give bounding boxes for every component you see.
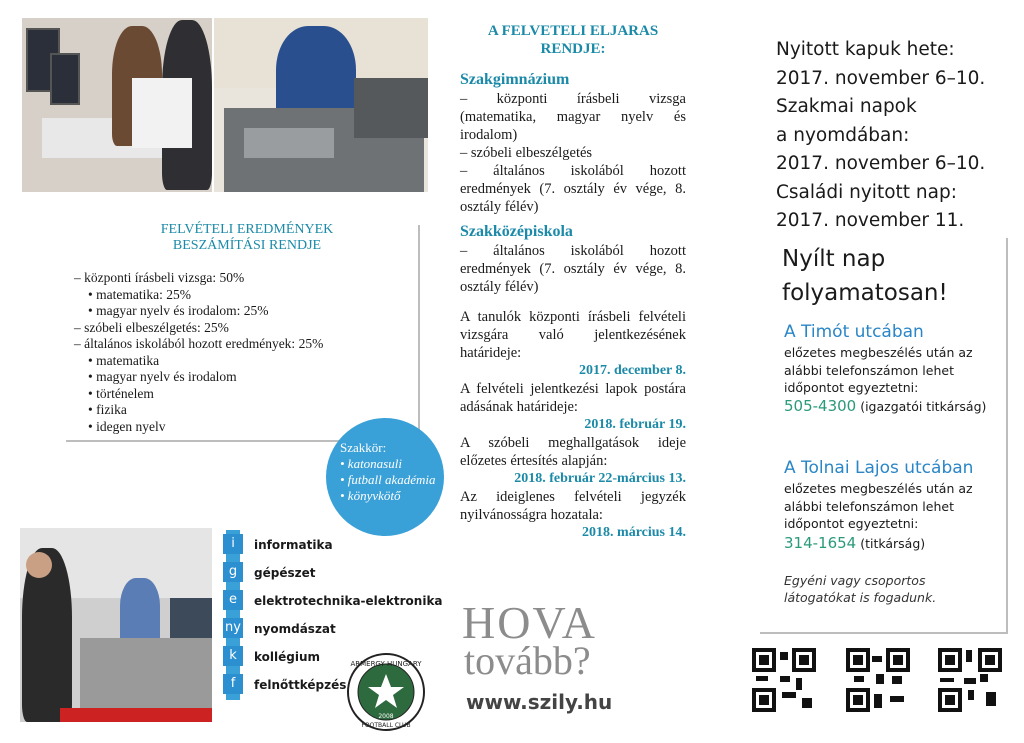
visitors-note: Egyéni vagy csoportos látogatókat is fogadunk. [784,573,937,605]
logo-top-text: ARMERGY HUNGARY [350,660,422,668]
deadline-date: 2018. február 19. [584,417,686,432]
list-item: • történelem [88,385,154,401]
list-item: – központi írásbeli vizsga: 50% [74,270,245,285]
list-item: – általános iskolából hozott eredmények: 25% [74,336,324,351]
gepeszet-icon: g [223,562,243,582]
program-item: felnőttképzés [254,678,347,692]
divider [760,632,1008,634]
results-list [74,270,323,435]
phone-number[interactable]: 505-4300 [784,396,857,415]
list-item: • magyar nyelv és irodalom [88,369,237,384]
location-text: előzetes megbeszélés után az alábbi telefonszámon lehet időpontot egyeztetni: [784,481,973,531]
divider [418,225,420,440]
program-item: gépészet [254,566,316,580]
procedure-title: A FELVETELI ELJARAS RENDJE: [487,23,659,57]
list-item: • idegen nyelv [88,418,166,434]
qr-code[interactable] [752,648,816,712]
divider [1006,238,1008,634]
deadline-date: 2018. február 22-március 13. [514,471,686,486]
deadline-text: A tanulók központi írásbeli felvételi vizsgára való jelentkezésének határideje: [460,309,686,361]
deadline-text: Az ideiglenes felvételi jegyzék nyilvánosságra hozatala: [460,489,686,523]
section-line: – szóbeli elbeszélgetés [460,145,593,161]
workshop-photo [214,18,428,192]
list-item: • matematika [88,352,160,368]
location-title: A Tolnai Lajos utcában [784,458,974,478]
phone-number[interactable]: 314-1654 [784,533,857,552]
deadline-date: 2017. december 8. [578,363,686,378]
results-title: FELVÉTELI EREDMÉNYEK BESZÁMÍTÁSI RENDJE [160,222,334,253]
list-item: • magyar nyelv és irodalom: 25% [88,303,269,318]
section-line: – általános iskolából hozott eredmények (7. osztály év vége, 8. osztály félév) [460,163,686,215]
classroom-photo [22,18,212,192]
felnottkepzes-icon: f [223,674,243,694]
program-item: nyomdászat [254,622,336,636]
qr-code[interactable] [846,648,910,712]
phone-note: (titkárság) [860,535,926,551]
procedure-body [460,70,686,542]
program-item: informatika [254,538,333,552]
list-item: • matematika: 25% [88,286,191,302]
section-line: – központi írásbeli vizsga (matematika, magyar nyelv és irodalom) [460,91,686,143]
logo-year: 2008 [378,713,394,720]
szakkor-item: • katonasuli [340,456,402,471]
website-link[interactable]: www.szily.hu [466,690,613,714]
program-item: kollégium [254,650,321,664]
section-heading: Szakgimnázium [460,71,570,88]
szakkor-bubble [326,418,444,536]
informatika-icon: i [223,534,243,554]
football-club-logo [346,652,426,732]
location-text: előzetes megbeszélés után az alábbi telefonszámon lehet időpontot egyeztetni: [784,345,973,395]
deadline-text: A szóbeli meghallgatások ideje előzetes értesítés alapján: [460,435,686,469]
location-tolnai [784,456,994,554]
section-line: – általános iskolából hozott eredmények (7. osztály év vége, 8. osztály félév) [460,243,686,295]
program-item: elektrotechnika-elektronika [254,594,443,608]
open-day-heading: Nyílt nap folyamatosan! [782,246,948,306]
location-timot [784,320,994,416]
list-item: • fizika [88,402,127,417]
brand-tovabb: tovább? [464,638,591,683]
nyomdaszat-icon: ny [223,618,243,638]
open-week-info: Nyitott kapuk hete: 2017. november 6–10. Szakmai napok a nyomdában: 2017. november 6–10. Családi nyitott nap: 2017. november 11. [776,39,986,231]
section-heading: Szakközépiskola [460,223,573,240]
deadline-text: A felvételi jelentkezési lapok postára adásának határideje: [460,381,686,415]
logo-bottom-text: FOOTBALL CLUB [361,722,411,729]
qr-code[interactable] [938,648,1002,712]
location-title: A Timót utcában [784,322,924,342]
lab-photo [20,528,212,722]
szakkor-title: Szakkör: [340,440,387,455]
list-item: – szóbeli elbeszélgetés: 25% [74,319,229,335]
deadline-date: 2018. március 14. [582,525,686,540]
phone-note: (igazgatói titkárság) [860,398,987,414]
szakkor-item: • könyvkötő [340,488,401,503]
szakkor-item: • futball akadémia [340,472,436,487]
brand-hova: HOVA [462,597,597,648]
kollegium-icon: k [223,646,243,666]
elektronika-icon: e [223,590,243,610]
